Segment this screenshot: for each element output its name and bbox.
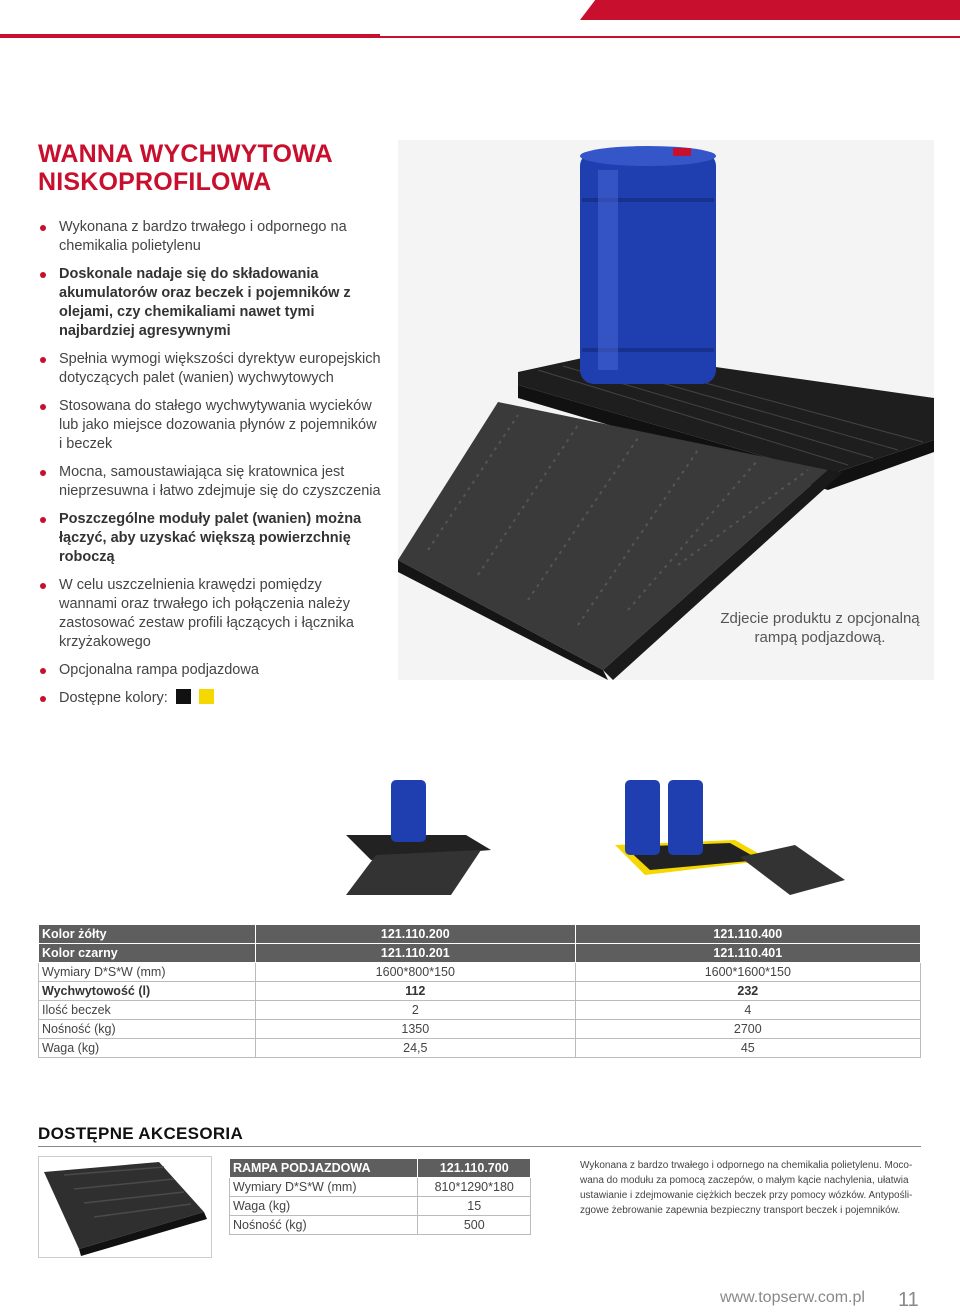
feature-item: Opcjonalna rampa podjazdowa [38,661,383,680]
row-label: RAMPA PODJAZDOWA [230,1159,418,1178]
drum-body [625,780,660,855]
colors-label: Dostępne kolory: [59,690,168,706]
drum-body [668,780,703,855]
color-swatch-yellow [199,689,214,704]
feature-item: Spełnia wymogi większości dyrektyw europejskich dotyczących palet (wanien) wychwytowych [38,350,383,388]
cell-value: 112 [256,982,576,1001]
accessories-heading: DOSTĘPNE AKCESORIA [38,1124,244,1143]
feature-item: Stosowana do stałego wychwytywania wycieków lub jako miejsce dozowania płynów z pojemników i beczek [38,397,383,454]
feature-list [38,218,383,717]
page-number: 11 [898,1289,919,1311]
table-row [230,1159,531,1178]
row-label: Nośność (kg) [230,1216,418,1235]
cell-value: 121.110.401 [575,944,920,963]
product-photo [398,140,934,680]
cell-value: 810*1290*180 [418,1178,531,1197]
photo-caption: Zdjecie produktu z opcjonalną rampą podjazdową. [720,610,920,646]
row-label: Wymiary D*S*W (mm) [230,1178,418,1197]
row-label: Ilość beczek [39,1001,256,1020]
thumbnail-double-pallet [600,775,850,900]
feature-item: Wykonana z bardzo trwałego i odpornego na chemikalia polietylenu [38,218,383,256]
page-title [38,140,333,196]
table-row [230,1178,531,1197]
drum-top [580,146,716,166]
cell-value: 15 [418,1197,531,1216]
feature-item: Mocna, samoustawiająca się kratownica jest nieprzesuwna i łatwo zdejmuje się do czyszczenia [38,463,383,501]
feature-item: Poszczególne moduły palet (wanien) można łączyć, aby uzyskać większą powierzchnię roboczą [38,510,383,567]
cell-value: 2700 [575,1020,920,1039]
ramp-surface [346,850,481,895]
footer-url[interactable]: www.topserw.com.pl [720,1289,865,1306]
drum-highlight [598,170,618,370]
cell-value: 1600*1600*150 [575,963,920,982]
row-label: Wychwytowość (l) [39,982,256,1001]
cell-value: 121.110.700 [418,1159,531,1178]
row-label: Wymiary D*S*W (mm) [39,963,256,982]
header-rule [0,36,960,38]
row-label: Nośność (kg) [39,1020,256,1039]
accessories-rule [38,1146,921,1147]
row-label: Waga (kg) [39,1039,256,1058]
accessory-table [229,1158,531,1235]
cell-value: 45 [575,1039,920,1058]
header-accent-bar [580,0,960,20]
table-row [39,1020,921,1039]
feature-item: W celu uszczelnienia krawędzi pomiędzy wannami oraz trwałego ich połączenia należy zastosować zestaw profili łączących i łącznika krzyżakowego [38,576,383,652]
cell-value: 121.110.400 [575,925,920,944]
drum-body [391,780,426,842]
table-row [39,1001,921,1020]
cell-value: 1350 [256,1020,576,1039]
cell-value: 121.110.200 [256,925,576,944]
row-label: Kolor żółty [39,925,256,944]
feature-item: Doskonale nadaje się do składowania akumulatorów oraz beczek i pojemników z olejami, czy chemikaliami nawet tymi najbardziej agresywnymi [38,265,383,341]
cell-value: 121.110.201 [256,944,576,963]
table-row [39,963,921,982]
table-row [39,925,921,944]
specs-table [38,924,921,1058]
table-row [39,1039,921,1058]
table-row [230,1216,531,1235]
ramp-photo [38,1156,212,1258]
title-line-2: NISKOPROFILOWA [38,168,272,196]
feature-item-colors [38,689,383,708]
cell-value: 2 [256,1001,576,1020]
accessory-description: Wykonana z bardzo trwałego i odpornego na chemikalia polietylenu. Moco-wana do modułu za pomocą zaczepów, o małym kącie nachylenia, ułatwia ustawianie i zdejmowanie ciężkich beczek przy pomocy wózków. Antypośli-zgowe żebrowanie zapewnia bezpieczny transport beczek i pojemników. [580,1160,913,1216]
cell-value: 500 [418,1216,531,1235]
thumbnail-single-pallet [316,775,516,900]
cell-value: 24,5 [256,1039,576,1058]
title-line-1: WANNA WYCHWYTOWA [38,140,333,168]
table-row [230,1197,531,1216]
color-swatch-black [176,689,191,704]
cell-value: 232 [575,982,920,1001]
row-label: Waga (kg) [230,1197,418,1216]
cell-value: 4 [575,1001,920,1020]
cell-value: 1600*800*150 [256,963,576,982]
table-row [39,982,921,1001]
row-label: Kolor czarny [39,944,256,963]
table-row [39,944,921,963]
drum-cap [673,148,691,156]
